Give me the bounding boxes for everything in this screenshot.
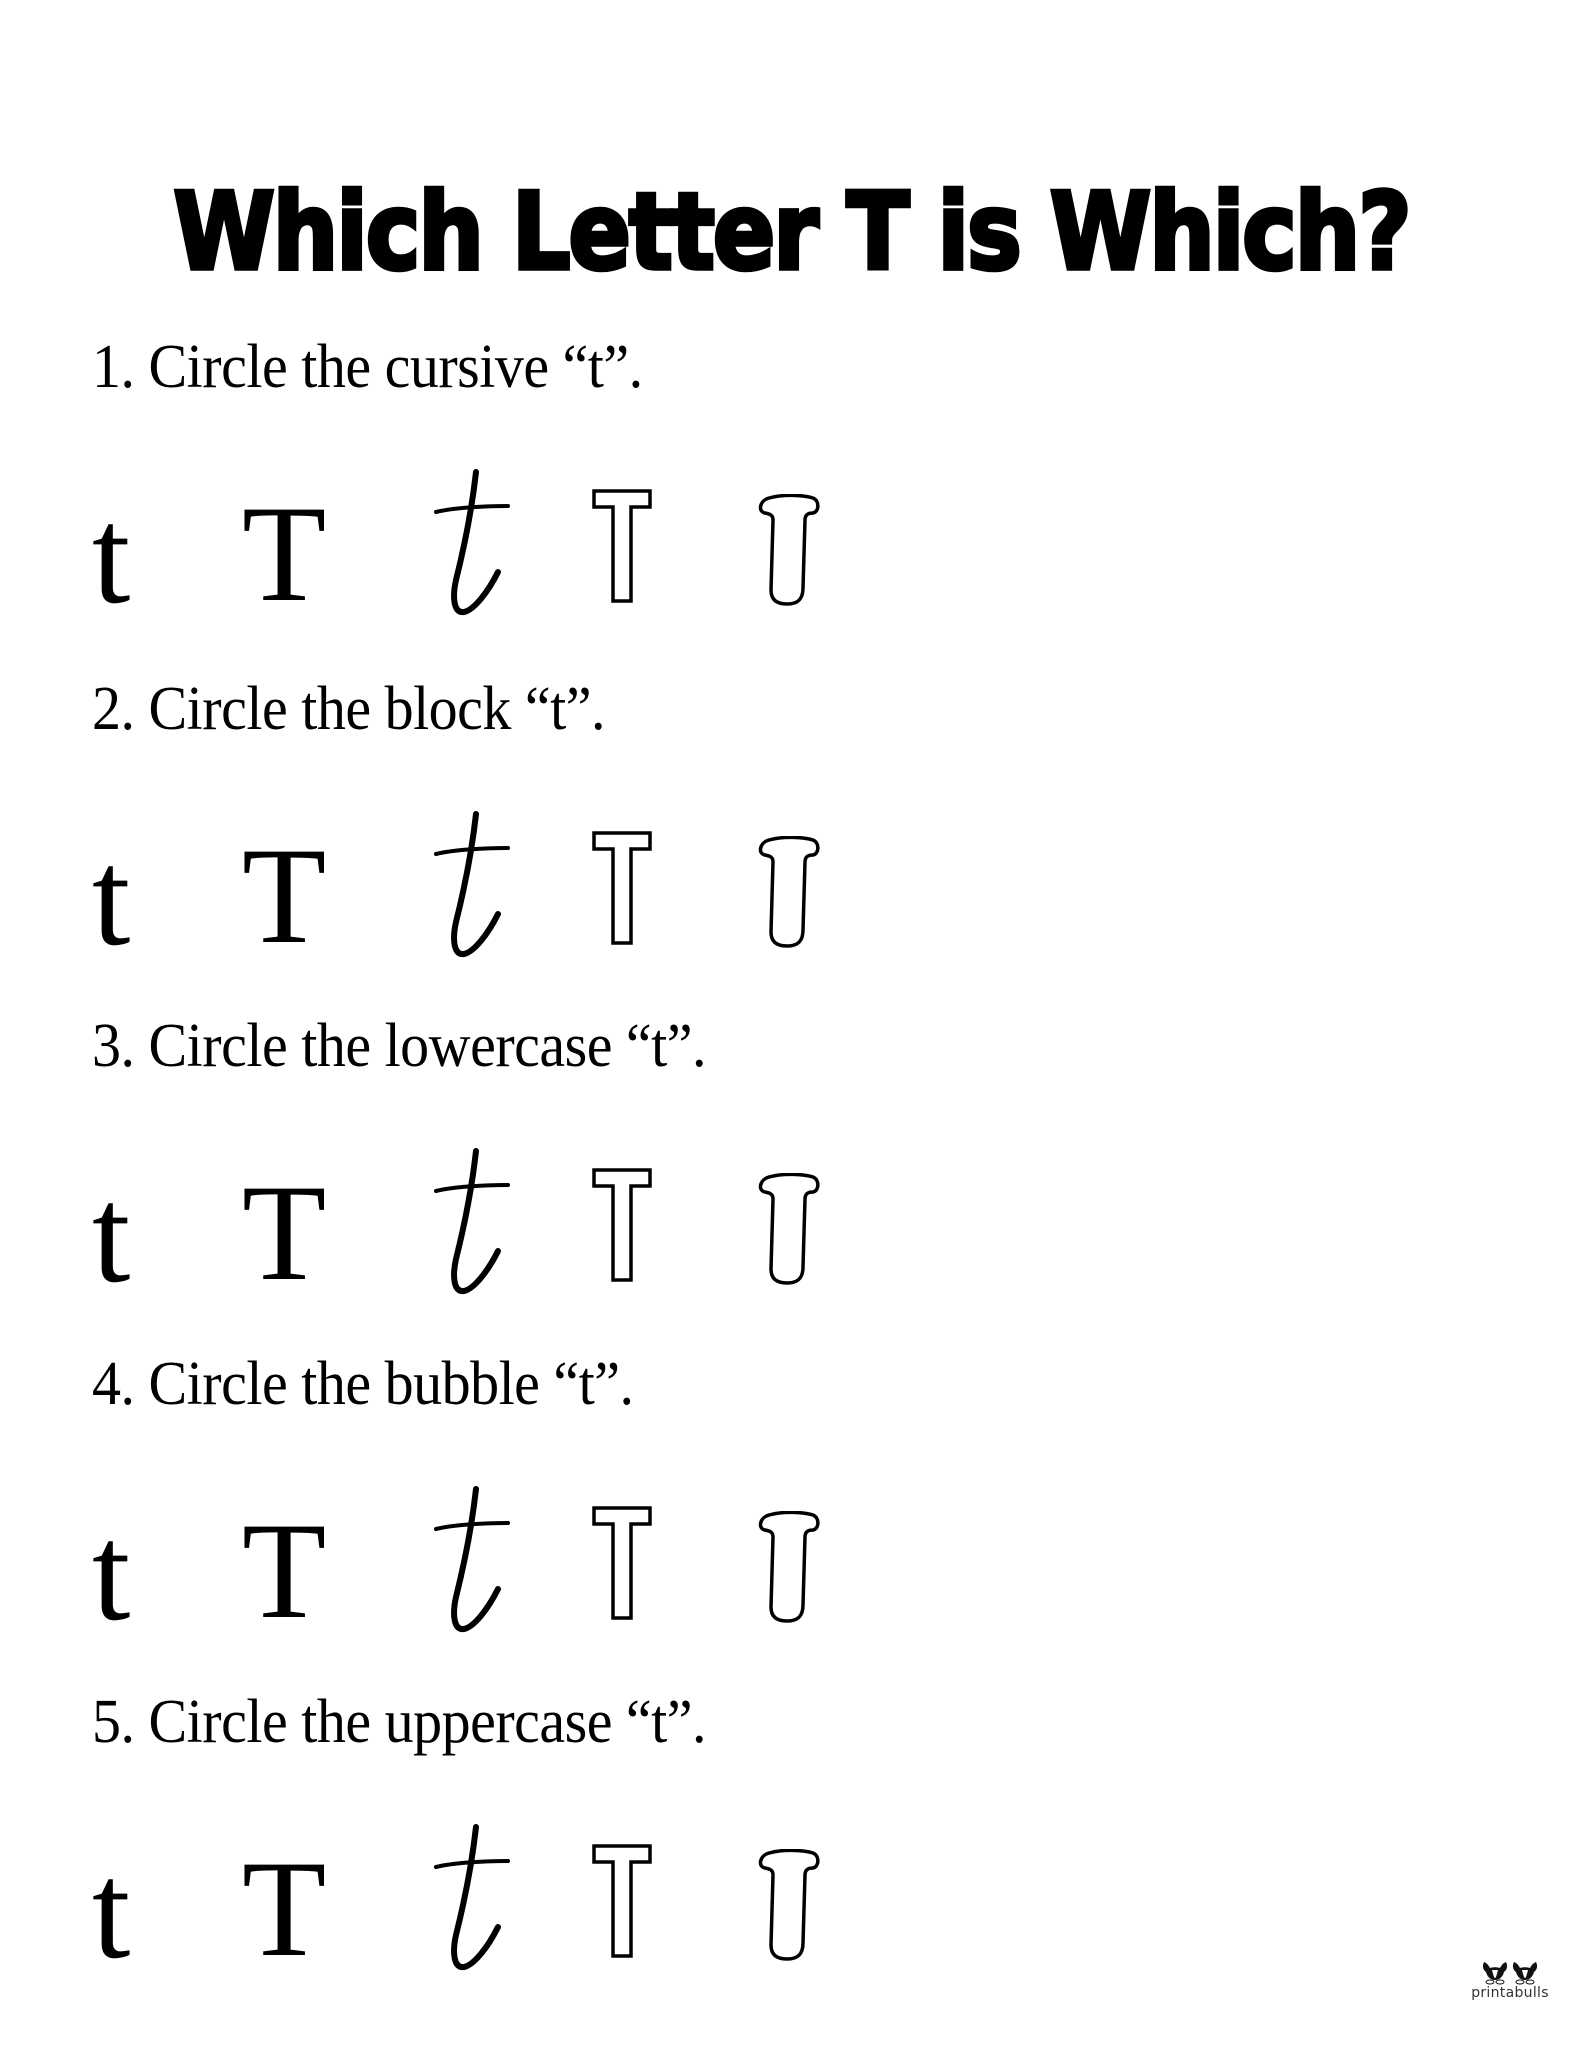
question-4: [92, 1347, 1292, 1649]
cursive-t-icon: [432, 468, 512, 618]
option-bubble-t[interactable]: [757, 1511, 821, 1628]
option-serif-uppercase-t[interactable]: T: [242, 819, 327, 972]
option-block-t[interactable]: [592, 831, 652, 951]
answer-options: [92, 753, 1292, 974]
cursive-t-icon: [432, 1823, 512, 1973]
option-serif-uppercase-t[interactable]: T: [242, 1494, 327, 1647]
question-3: [92, 1009, 1292, 1311]
block-outline-t-icon: [592, 831, 652, 946]
question-5: [92, 1685, 1292, 1987]
option-block-t[interactable]: [592, 1506, 652, 1626]
block-outline-t-icon: [592, 489, 652, 604]
question-label: 5. Circle the uppercase “t”.: [92, 1685, 707, 1756]
cursive-t-icon: [432, 810, 512, 960]
option-serif-lowercase-t[interactable]: t: [92, 479, 131, 632]
option-cursive-t[interactable]: [432, 1147, 512, 1302]
bubble-outline-t-icon: [757, 1511, 821, 1623]
question-label: 1. Circle the cursive “t”.: [92, 330, 643, 401]
block-outline-t-icon: [592, 1506, 652, 1621]
option-serif-uppercase-t[interactable]: T: [242, 1156, 327, 1309]
option-cursive-t[interactable]: [432, 1485, 512, 1640]
logo-text: printabulls: [1471, 1985, 1549, 2001]
question-2: [92, 672, 1292, 974]
question-label: 2. Circle the block “t”.: [92, 672, 606, 743]
answer-options: [92, 1428, 1292, 1649]
option-cursive-t[interactable]: [432, 468, 512, 623]
option-cursive-t[interactable]: [432, 1823, 512, 1978]
cursive-t-icon: [432, 1147, 512, 1297]
option-serif-uppercase-t[interactable]: T: [242, 477, 327, 630]
option-bubble-t[interactable]: [757, 1173, 821, 1290]
two-bulldogs-icon: [1480, 1960, 1540, 1986]
bubble-outline-t-icon: [757, 494, 821, 606]
question-label: 4. Circle the bubble “t”.: [92, 1347, 634, 1418]
option-bubble-t[interactable]: [757, 494, 821, 611]
cursive-t-icon: [432, 1485, 512, 1635]
answer-options: [92, 1090, 1292, 1311]
question-label: 3. Circle the lowercase “t”.: [92, 1009, 707, 1080]
option-bubble-t[interactable]: [757, 836, 821, 953]
option-cursive-t[interactable]: [432, 810, 512, 965]
page-title: Which Letter T is Which?: [173, 170, 1410, 294]
bubble-outline-t-icon: [757, 1849, 821, 1961]
option-block-t[interactable]: [592, 1844, 652, 1964]
printabulls-logo: [1460, 1960, 1560, 2000]
question-1: [92, 330, 1292, 632]
answer-options: [92, 1766, 1292, 1987]
answer-options: [92, 411, 1292, 632]
bubble-outline-t-icon: [757, 1173, 821, 1285]
option-block-t[interactable]: [592, 1168, 652, 1288]
option-bubble-t[interactable]: [757, 1849, 821, 1966]
bubble-outline-t-icon: [757, 836, 821, 948]
option-serif-lowercase-t[interactable]: t: [92, 1834, 131, 1987]
option-serif-lowercase-t[interactable]: t: [92, 821, 131, 974]
block-outline-t-icon: [592, 1844, 652, 1959]
option-serif-lowercase-t[interactable]: t: [92, 1158, 131, 1311]
option-serif-lowercase-t[interactable]: t: [92, 1496, 131, 1649]
option-serif-uppercase-t[interactable]: T: [242, 1832, 327, 1985]
option-block-t[interactable]: [592, 489, 652, 609]
block-outline-t-icon: [592, 1168, 652, 1283]
